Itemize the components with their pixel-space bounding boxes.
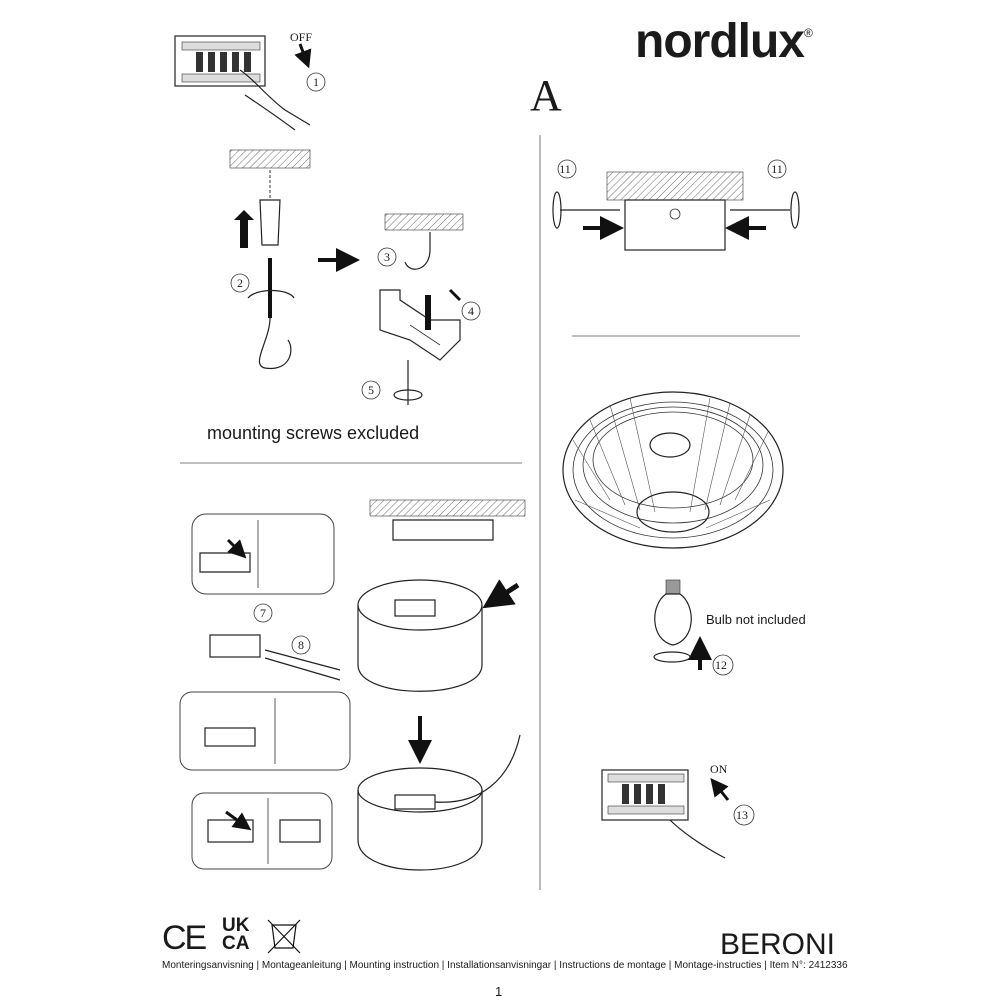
wiring-panels <box>180 514 350 869</box>
section-label: A <box>530 71 562 120</box>
instructions-line: Monteringsanvisning | Montageanleitung | Mounting instruction | Installationsanvisningar | Instructions de montage | Montage-instructies | Item N°: 2412336 <box>162 960 848 971</box>
step-11-right: 11 <box>771 162 783 176</box>
step-1: 1 <box>313 75 319 89</box>
switch-off-label: OFF <box>290 30 313 44</box>
brand-name: nordlux <box>635 15 804 68</box>
step-5: 5 <box>368 383 374 397</box>
step-3: 3 <box>384 250 390 264</box>
switch-on-label: ON <box>710 762 728 776</box>
bracket-illustration <box>380 214 463 405</box>
canopy-screws-illustration <box>553 172 799 250</box>
bulb-caption: Bulb not included <box>706 612 806 627</box>
registered-mark: ® <box>804 26 812 40</box>
mounting-caption: mounting screws excluded <box>207 423 420 443</box>
ce-mark: CE <box>162 919 206 957</box>
step-7: 7 <box>260 606 266 620</box>
dowel-hook-illustration <box>230 150 348 368</box>
breaker-on-illustration <box>602 770 728 858</box>
product-name: BERONI <box>720 928 836 961</box>
step-13: 13 <box>736 808 748 822</box>
wire-lampshade-illustration <box>563 392 783 548</box>
bulb-illustration <box>654 580 700 670</box>
weee-bin-icon <box>268 920 300 953</box>
step-11-left: 11 <box>559 162 571 176</box>
ukca-bottom: CA <box>222 933 250 954</box>
ukca-top: UK <box>222 915 250 936</box>
step-4: 4 <box>468 304 474 318</box>
page-number: 1 <box>495 984 503 999</box>
step-2: 2 <box>237 276 243 290</box>
canopy-cylinders <box>358 500 525 870</box>
step-8: 8 <box>298 638 304 652</box>
step-12: 12 <box>715 658 727 672</box>
breaker-off-illustration <box>175 36 310 130</box>
